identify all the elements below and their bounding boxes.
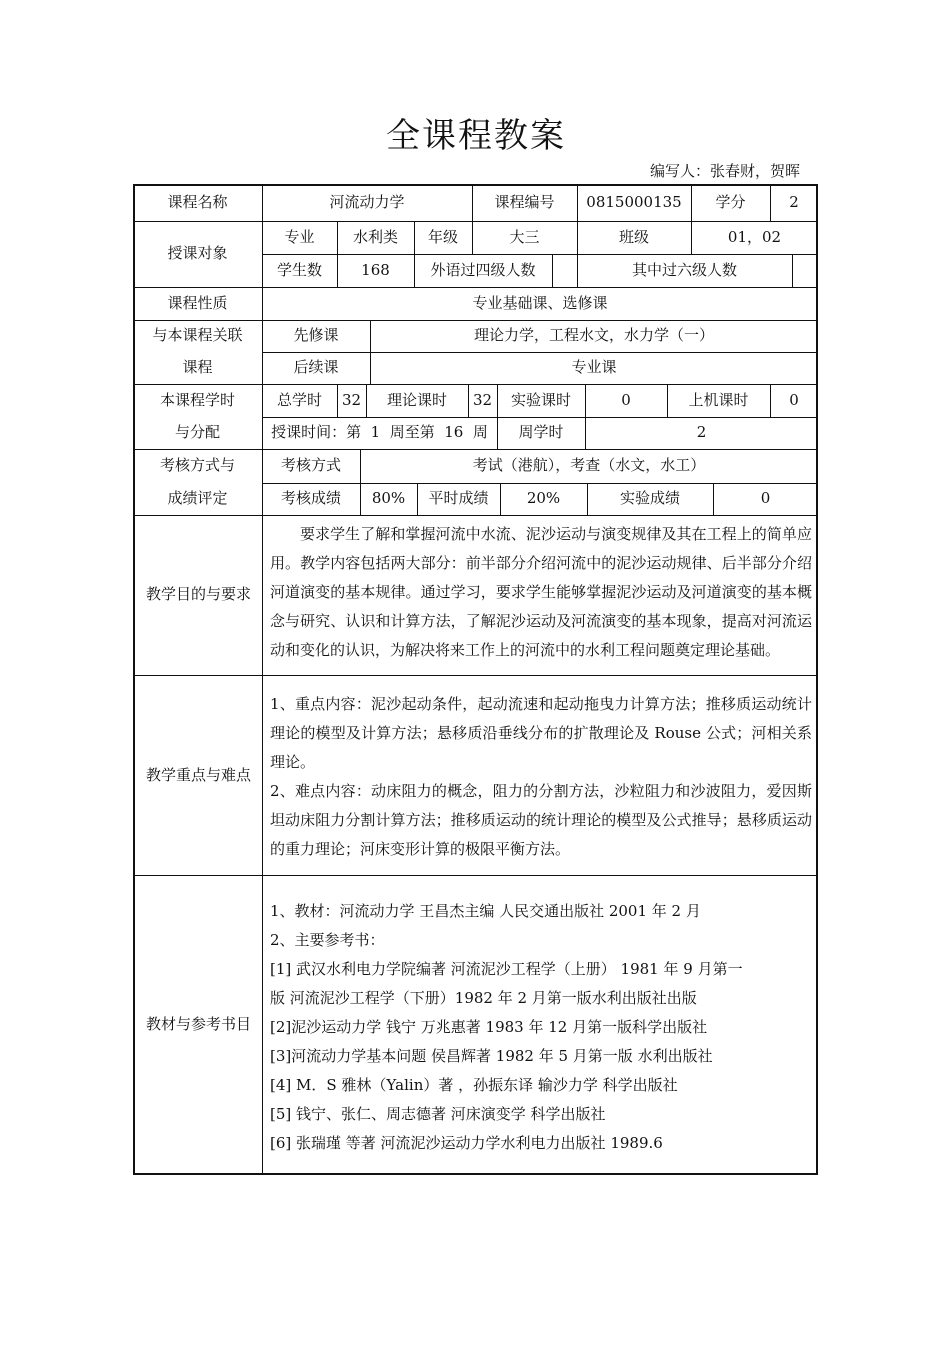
- nature-label: 课程性质: [167, 293, 228, 312]
- course-name-label: 课程名称: [167, 192, 228, 211]
- related-label-line1: 与本课程关联: [152, 326, 243, 345]
- prerequisite-value: 理论力学，工程水文，水力学（一）: [473, 326, 714, 345]
- materials-line: [3]河流动力学基本问题 侯昌辉著 1982 年 5 月第一版 水利出版社: [270, 1047, 713, 1065]
- materials-line: 版 河流泥沙工程学（下册）1982 年 2 月第一版水利出版社出版: [270, 989, 697, 1007]
- nature-value: 专业基础课、选修课: [472, 293, 608, 312]
- keypoints-text: [270, 690, 812, 864]
- weekly-hours-value: 2: [696, 423, 707, 442]
- hours-label-line2: 与分配: [174, 423, 220, 442]
- credit-label: 学分: [715, 192, 746, 211]
- class-value: 01，02: [727, 227, 782, 246]
- computer-hours-value: 0: [789, 390, 799, 409]
- exam-score-value: 80%: [371, 489, 406, 508]
- materials-line: [6] 张瑞瑾 等著 河流泥沙运动力学水利电力出版社 1989.6: [270, 1134, 663, 1152]
- materials-line: [5] 钱宁、张仁、周志德著 河床演变学 科学出版社: [270, 1105, 606, 1123]
- total-hours-value: 32: [341, 390, 362, 409]
- keypoints-paragraph-1: 1、重点内容：泥沙起动条件，起动流速和起动拖曳力计算方法；推移质运动统计理论的模型及计算方法；悬移质沿垂线分布的扩散理论及 Rouse 公式；河相关系理论。: [270, 695, 812, 771]
- assessment-method-label: 考核方式: [280, 456, 341, 475]
- page-title: 全课程教案: [386, 116, 566, 156]
- assessment-label-line2: 成绩评定: [167, 489, 228, 508]
- lab-score-label: 实验成绩: [619, 489, 680, 508]
- assessment-method-value: 考试（港航），考查（水文，水工）: [472, 456, 706, 475]
- author-line: 编写人：张春财，贺晖: [649, 162, 800, 180]
- total-hours-label: 总学时: [276, 390, 322, 409]
- followup-label: 后续课: [293, 358, 339, 377]
- credit-value: 2: [789, 192, 799, 211]
- materials-line: [2]泥沙运动力学 钱宁 万兆惠著 1983 年 12 月第一版科学出版社: [270, 1018, 708, 1036]
- materials-line: 1、教材：河流动力学 王昌杰主编 人民交通出版社 2001 年 2 月: [270, 902, 701, 920]
- theory-hours-label: 理论课时: [386, 390, 447, 409]
- exam-score-label: 考核成绩: [280, 489, 341, 508]
- goals-label: 教学目的与要求: [145, 585, 251, 604]
- students-label: 学生数: [276, 260, 322, 279]
- course-name-value: 河流动力学: [329, 192, 405, 211]
- cet4-label: 外语过四级人数: [430, 260, 536, 279]
- usual-score-label: 平时成绩: [428, 489, 489, 508]
- lab-hours-value: 0: [621, 390, 631, 409]
- materials-line: [1] 武汉水利电力学院编著 河流泥沙工程学（上册） 1981 年 9 月第一: [270, 960, 743, 978]
- cet4-value: [552, 254, 577, 287]
- major-label: 专业: [284, 227, 315, 246]
- computer-hours-label: 上机课时: [688, 390, 749, 409]
- teaching-schedule: 授课时间：第 1 周至第 16 周: [271, 423, 488, 442]
- weekly-hours-label: 周学时: [518, 423, 564, 442]
- audience-label: 授课对象: [167, 244, 228, 263]
- assessment-label-line1: 考核方式与: [159, 456, 235, 475]
- course-code-value: 0815000135: [586, 192, 682, 211]
- related-label-line2: 课程: [182, 358, 213, 377]
- materials-line: [4] M．S 雅林（Yalin）著 ，孙振东译 输沙力学 科学出版社: [270, 1076, 678, 1094]
- prerequisite-label: 先修课: [293, 326, 339, 345]
- cet6-label: 其中过六级人数: [631, 260, 737, 279]
- goals-text: [270, 520, 812, 665]
- major-value: 水利类: [352, 227, 398, 246]
- grade-label: 年级: [427, 227, 458, 246]
- followup-value: 专业课: [571, 358, 617, 377]
- lab-score-value: 0: [760, 489, 771, 508]
- hours-label-line1: 本课程学时: [159, 390, 235, 409]
- usual-score-value: 20%: [526, 489, 561, 508]
- keypoints-label: 教学重点与难点: [145, 766, 251, 784]
- materials-list: [270, 897, 812, 1158]
- cet6-value: [792, 254, 818, 287]
- grade-value: 大三: [509, 227, 540, 246]
- students-value: 168: [361, 260, 390, 279]
- keypoints-paragraph-2: 2、难点内容：动床阻力的概念，阻力的分割方法，沙粒阻力和沙波阻力，爱因斯坦动床阻力分割计算方法；推移质运动的统计理论的模型及公式推导；悬移质运动的重力理论；河床变形计算的极限平衡方法。: [270, 782, 812, 858]
- lab-hours-label: 实验课时: [510, 390, 571, 409]
- materials-line: 2、主要参考书：: [270, 931, 385, 949]
- materials-label: 教材与参考书目: [145, 1015, 251, 1034]
- course-code-label: 课程编号: [494, 192, 555, 211]
- class-label: 班级: [618, 227, 649, 246]
- goals-paragraph: 要求学生了解和掌握河流中水流、泥沙运动与演变规律及其在工程上的简单应用。教学内容包括两大部分：前半部分介绍河流中的泥沙运动规律、后半部分介绍河道演变的基本规律。通过学习，要求学生能够掌握泥沙运动及河道演变的基本概念与研究、认识和计算方法，了解泥沙运动及河流演变的基本现象，提高对河流运动和变化的认识，为解决将来工作上的河流中的水利工程问题奠定理论基础。: [270, 525, 812, 659]
- theory-hours-value: 32: [472, 390, 493, 409]
